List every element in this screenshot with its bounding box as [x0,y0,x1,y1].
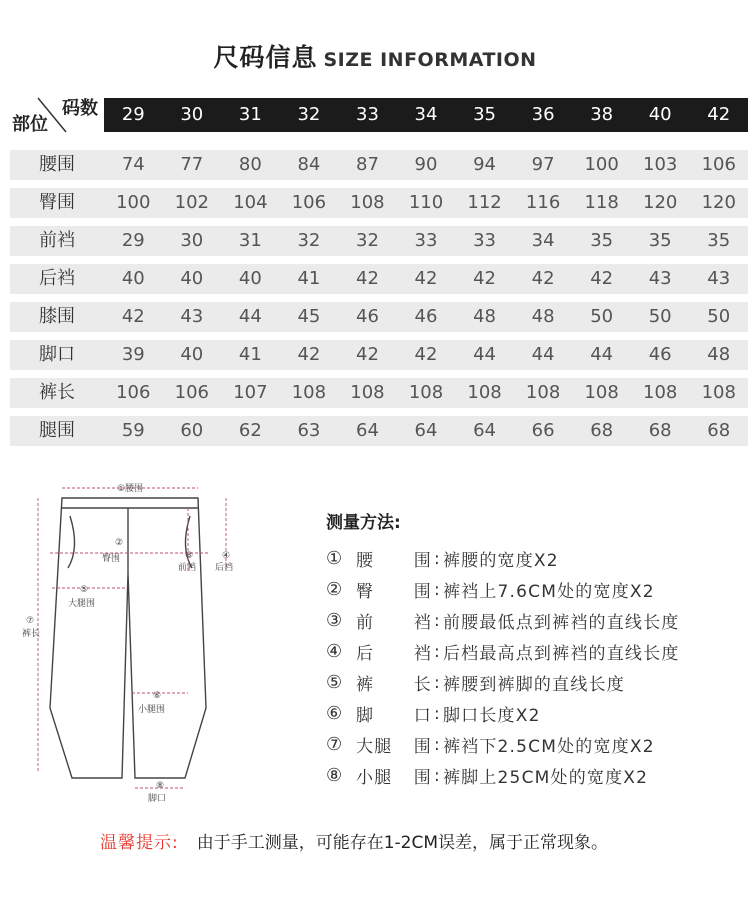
waist-label: ①腰围 [116,484,144,494]
tip-label: 温馨提示: [100,833,179,853]
table-row [10,340,748,370]
title-cn: 尺码信息 [213,43,318,72]
table-cell: 40 [180,344,204,365]
hip-label: 臀围 [102,554,121,564]
table-cell: 34 [531,230,555,251]
table-cell: 44 [473,344,496,365]
row-label: 腿围 [39,420,75,441]
table-cell: 100 [116,192,151,213]
hip-num: ② [115,538,124,548]
table-cell: 43 [648,268,672,289]
row-label: 膝围 [39,306,75,327]
table-cell: 43 [707,268,731,289]
table-cell: 108 [350,382,385,403]
measure-item [326,574,680,605]
measure-name-part1: 腰 [356,551,375,571]
measure-num: ② [326,579,344,600]
table-cell: 106 [291,192,327,213]
measure-name-part2: 围 [413,551,432,571]
table-cell: 59 [121,420,145,441]
measure-name [356,670,432,695]
measure-separator: : [434,703,441,724]
table-cell: 66 [531,420,555,441]
row-label: 臀围 [39,192,75,213]
table-cell: 60 [180,420,204,441]
table-cell: 87 [356,154,379,175]
table-cell: 42 [356,344,379,365]
measure-num: ① [326,548,344,569]
table-cell: 64 [356,420,379,441]
measure-desc: 裤裆下2.5CM处的宽度X2 [442,737,655,757]
table-cell: 43 [180,306,204,327]
measure-desc: 脚口长度X2 [442,706,541,726]
table-cell: 108 [643,382,678,403]
measure-name-part2: 长 [413,675,432,695]
measure-name [356,732,432,757]
measure-desc: 前腰最低点到裤裆的直线长度 [442,613,680,633]
table-cell: 31 [238,230,262,251]
measure-num: ⑧ [326,765,344,786]
table-cell: 50 [648,306,672,327]
table-cell: 44 [590,344,614,365]
page-title [0,38,750,74]
size-header-cell: 34 [414,104,438,125]
table-cell: 42 [414,268,438,289]
pants-diagram [20,478,250,808]
table-cell: 77 [180,154,204,175]
measure-desc: 裤脚上25CM处的宽度X2 [442,768,649,788]
table-cell: 45 [297,306,321,327]
row-label: 前裆 [39,230,75,251]
table-cell: 42 [590,268,614,289]
measure-separator: : [434,734,441,755]
tip-text: 由于手工测量，可能存在1-2CM误差，属于正常现象。 [196,833,609,853]
table-row [10,264,748,294]
table-cell: 42 [531,268,555,289]
table-cell: 39 [121,344,145,365]
table-cell: 40 [121,268,145,289]
length-num: ⑦ [26,616,35,626]
table-cell: 100 [584,154,619,175]
table-cell: 35 [707,230,731,251]
measure-num: ⑥ [326,703,344,724]
table-cell: 120 [701,192,736,213]
measure-name-part2: 口 [413,706,432,726]
table-cell: 90 [414,154,438,175]
table-row [10,302,748,332]
row-label: 裤长 [39,382,75,403]
size-header-cell: 40 [648,104,672,125]
size-header-row [104,98,748,132]
calf-label: 小腿围 [138,705,166,715]
front-num: ③ [185,551,194,561]
measure-desc: 裤腰到裤脚的直线长度 [442,675,625,695]
measure-item [326,636,680,667]
calf-num: ⑥ [153,691,162,701]
measure-num: ⑤ [326,672,344,693]
table-cell: 46 [414,306,438,327]
table-cell: 80 [238,154,262,175]
title-en: SIZE INFORMATION [323,49,537,71]
measure-item [326,760,680,791]
table-cell: 107 [233,382,268,403]
table-cell: 108 [467,382,502,403]
table-cell: 62 [238,420,262,441]
measure-name-part2: 围 [413,768,432,788]
table-cell: 74 [121,154,145,175]
measure-name [356,701,432,726]
measure-name-part1: 臀 [356,582,375,602]
table-cell: 108 [701,382,736,403]
table-cell: 29 [121,230,145,251]
size-header-cell: 35 [473,104,496,125]
table-cell: 94 [473,154,496,175]
table-cell: 68 [590,420,614,441]
table-cell: 63 [297,420,321,441]
table-cell: 35 [590,230,614,251]
table-cell: 42 [473,268,496,289]
table-cell: 50 [707,306,731,327]
size-header-cell: 29 [121,104,145,125]
measure-name [356,639,432,664]
table-cell: 118 [584,192,619,213]
measure-name [356,577,432,602]
table-row [10,150,748,180]
row-label: 脚口 [39,344,75,365]
table-cell: 32 [297,230,321,251]
row-label: 后裆 [39,268,75,289]
table-cell: 64 [473,420,496,441]
measure-name-part1: 裤 [356,675,375,695]
measure-desc: 裤腰的宽度X2 [442,551,559,571]
table-cell: 106 [116,382,151,403]
table-cell: 120 [643,192,678,213]
measure-separator: : [434,548,441,569]
table-cell: 35 [648,230,672,251]
measure-item [326,667,680,698]
table-cell: 33 [414,230,438,251]
table-cell: 33 [473,230,496,251]
table-cell: 68 [707,420,731,441]
size-header-cell: 36 [531,104,555,125]
measure-separator: : [434,672,441,693]
measure-separator: : [434,641,441,662]
table-cell: 50 [590,306,614,327]
measure-name [356,608,432,633]
measure-item [326,605,680,636]
row-label: 腰围 [39,154,75,175]
table-cell: 104 [233,192,268,213]
left-pocket [68,516,75,568]
table-cell: 40 [238,268,262,289]
table-row [10,416,748,446]
table-cell: 48 [531,306,555,327]
table-cell: 30 [180,230,204,251]
table-cell: 48 [473,306,496,327]
table-cell: 44 [531,344,555,365]
table-cell: 48 [707,344,731,365]
table-cell: 40 [180,268,204,289]
table-cell: 84 [297,154,321,175]
table-cell: 46 [648,344,672,365]
measure-item [326,698,680,729]
table-cell: 46 [356,306,379,327]
back-label: 后裆 [215,563,234,573]
table-cell: 108 [408,382,444,403]
back-num: ④ [222,551,231,561]
table-cell: 106 [701,154,736,175]
table-cell: 108 [584,382,619,403]
size-header-cell: 38 [590,104,614,125]
measure-name-part2: 围 [413,737,432,757]
size-header-label: 码数 [62,98,98,119]
measure-name-part1: 脚 [356,706,375,726]
tip-line [100,828,608,853]
measure-desc: 裤裆上7.6CM处的宽度X2 [442,582,655,602]
measure-num: ⑦ [326,734,344,755]
size-header-cell: 33 [356,104,379,125]
measure-name-part1: 大腿 [356,737,393,757]
measure-name-part2: 围 [413,582,432,602]
size-header-cell: 42 [707,104,731,125]
measure-name [356,546,432,571]
table-cell: 32 [356,230,379,251]
measure-list [326,543,680,791]
measure-name-part2: 裆 [413,644,432,664]
table-cell: 42 [356,268,379,289]
table-cell: 68 [648,420,672,441]
table-cell: 42 [121,306,145,327]
hem-label: 脚口 [148,794,167,804]
hem-num: ⑧ [156,781,165,791]
table-cell: 108 [350,192,385,213]
table-cell: 44 [238,306,262,327]
table-cell: 64 [414,420,438,441]
measure-item [326,543,680,574]
measure-separator: : [434,579,441,600]
length-label: 裤长 [22,629,41,639]
measure-separator: : [434,765,441,786]
measure-num: ④ [326,641,344,662]
front-label: 前裆 [178,563,197,573]
table-cell: 110 [408,192,444,213]
table-cell: 103 [643,154,678,175]
table-row [10,378,748,408]
table-corner-header [10,92,102,136]
measure-name [356,763,432,788]
thigh-num: ⑤ [80,585,89,595]
table-cell: 42 [414,344,438,365]
measure-name-part1: 后 [356,644,375,664]
measure-name-part1: 小腿 [356,768,393,788]
table-cell: 41 [297,268,321,289]
measure-name-part2: 裆 [413,613,432,633]
table-cell: 108 [291,382,327,403]
table-cell: 112 [467,192,502,213]
thigh-label: 大腿围 [68,599,96,609]
table-cell: 41 [238,344,262,365]
table-row [10,226,748,256]
table-cell: 42 [297,344,321,365]
table-cell: 106 [174,382,209,403]
table-row [10,188,748,218]
measure-num: ③ [326,610,344,631]
size-header-cell: 32 [297,104,321,125]
size-header-cell: 30 [180,104,204,125]
size-header-cell: 31 [238,104,262,125]
measure-desc: 后档最高点到裤裆的直线长度 [442,644,680,664]
table-cell: 97 [531,154,555,175]
measure-separator: : [434,610,441,631]
table-cell: 102 [174,192,209,213]
measure-name-part1: 前 [356,613,375,633]
table-cell: 116 [525,192,561,213]
part-header-label: 部位 [12,114,48,135]
measure-title: 测量方法: [326,513,401,533]
measure-item [326,729,680,760]
table-cell: 108 [525,382,561,403]
